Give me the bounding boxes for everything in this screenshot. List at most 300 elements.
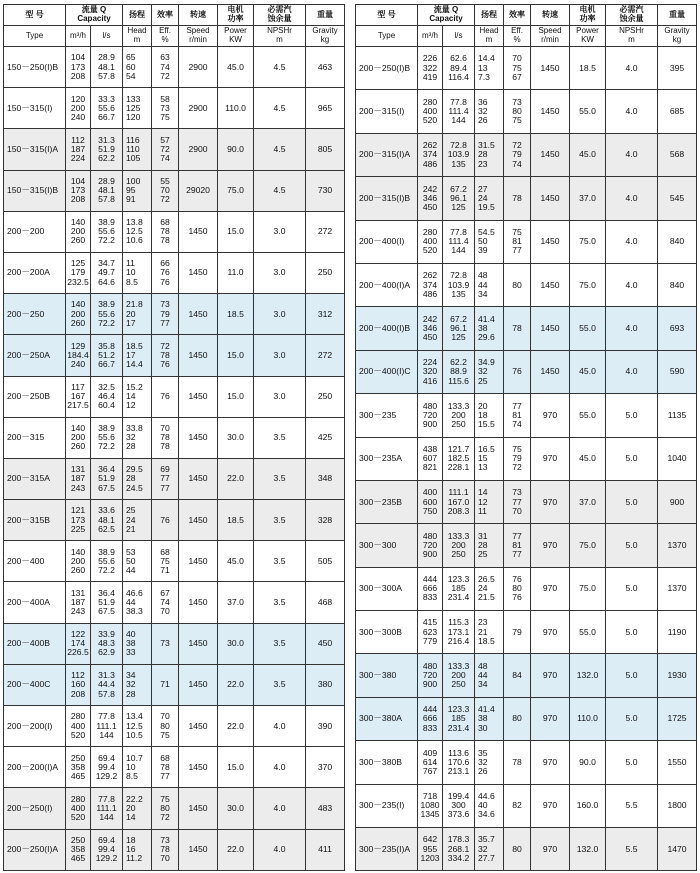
- cell-npsh: 5.0: [606, 394, 658, 437]
- cell-type: 200－250A: [4, 335, 66, 376]
- cell-npsh: 4.0: [606, 220, 658, 263]
- cell-head: 29.5 28 24.5: [123, 458, 152, 499]
- cell-eff: 73 80 75: [504, 90, 531, 133]
- cell-power: 132.0: [570, 828, 606, 871]
- cell-capacity-m3h: 415 623 779: [418, 611, 443, 654]
- cell-eff: 78: [504, 307, 531, 350]
- cell-gravity: 1550: [658, 741, 697, 784]
- cell-gravity: 312: [306, 294, 345, 335]
- cell-npsh: 5.5: [606, 828, 658, 871]
- cell-head: 11 10 8.5: [123, 252, 152, 293]
- cell-capacity-ls: 123.3 185 231.4: [443, 567, 475, 610]
- cell-type: 200－400(I)C: [356, 350, 418, 393]
- table-row: [4, 664, 345, 705]
- header-capacity: 流量 Q Capacity: [418, 5, 475, 26]
- cell-eff: 68 78 78: [152, 211, 179, 252]
- cell-capacity-m3h: 444 666 833: [418, 567, 443, 610]
- cell-capacity-ls: 133.3 200 250: [443, 394, 475, 437]
- cell-capacity-m3h: 140 200 260: [66, 294, 91, 335]
- cell-type: 300－235(I)A: [356, 828, 418, 871]
- cell-capacity-m3h: 224 320 416: [418, 350, 443, 393]
- cell-gravity: 380: [306, 664, 345, 705]
- cell-head: 15.2 14 12: [123, 376, 152, 417]
- cell-power: 37.0: [570, 480, 606, 523]
- cell-npsh: 3.0: [254, 211, 306, 252]
- cell-head: 65 60 54: [123, 47, 152, 88]
- cell-capacity-m3h: 140 200 260: [66, 541, 91, 582]
- table-row: [356, 177, 697, 220]
- header-cap-unit-ls: l/s: [443, 26, 475, 47]
- cell-eff: 73 77 70: [504, 480, 531, 523]
- cell-eff: 75 81 77: [504, 220, 531, 263]
- table-row: [4, 582, 345, 623]
- cell-head: 16.5 15 13: [475, 437, 504, 480]
- cell-capacity-m3h: 250 358 465: [66, 829, 91, 870]
- table-row: [356, 90, 697, 133]
- cell-head: 10.7 10 8.5: [123, 747, 152, 788]
- cell-power: 75.0: [570, 220, 606, 263]
- cell-head: 100 95 91: [123, 170, 152, 211]
- cell-type: 150－315(I)B: [4, 170, 66, 211]
- cell-type: 300－380A: [356, 697, 418, 740]
- cell-capacity-m3h: 280 400 520: [66, 788, 91, 829]
- cell-capacity-m3h: 242 346 450: [418, 307, 443, 350]
- table-row: [356, 524, 697, 567]
- cell-gravity: 1190: [658, 611, 697, 654]
- header-speed: 转速: [179, 5, 218, 26]
- cell-type: 200－400: [4, 541, 66, 582]
- cell-npsh: 4.0: [254, 788, 306, 829]
- cell-capacity-ls: 36.4 51.9 67.5: [91, 458, 123, 499]
- cell-npsh: 4.5: [254, 88, 306, 129]
- cell-speed: 970: [531, 394, 570, 437]
- table-row: [4, 335, 345, 376]
- cell-gravity: 425: [306, 417, 345, 458]
- cell-capacity-m3h: 120 200 240: [66, 88, 91, 129]
- cell-npsh: 3.5: [254, 541, 306, 582]
- cell-head: 44.6 40 34.6: [475, 784, 504, 827]
- cell-capacity-ls: 115.3 173.1 216.4: [443, 611, 475, 654]
- cell-capacity-ls: 111.1 167.0 208.3: [443, 480, 475, 523]
- cell-power: 75.0: [570, 567, 606, 610]
- cell-gravity: 1370: [658, 567, 697, 610]
- cell-gravity: 685: [658, 90, 697, 133]
- table-row: [4, 376, 345, 417]
- cell-type: 200－250(I)A: [4, 829, 66, 870]
- cell-capacity-m3h: 112 187 224: [66, 129, 91, 170]
- cell-head: 22.2 20 14: [123, 788, 152, 829]
- cell-npsh: 5.0: [606, 654, 658, 697]
- cell-eff: 76: [504, 350, 531, 393]
- table-row: [356, 263, 697, 306]
- cell-power: 30.0: [218, 623, 254, 664]
- cell-eff: 55 70 72: [152, 170, 179, 211]
- cell-eff: 58 73 75: [152, 88, 179, 129]
- cell-gravity: 463: [306, 47, 345, 88]
- table-row: [4, 788, 345, 829]
- cell-head: 54.5 50 39: [475, 220, 504, 263]
- cell-gravity: 390: [306, 706, 345, 747]
- cell-speed: 1450: [531, 307, 570, 350]
- table-row: [356, 654, 697, 697]
- cell-type: 300－380: [356, 654, 418, 697]
- table-row: [4, 47, 345, 88]
- cell-speed: 1450: [179, 706, 218, 747]
- cell-eff: 73 78 70: [152, 829, 179, 870]
- header-gravity-en: Gravity kg: [306, 26, 345, 47]
- cell-type: 200－400B: [4, 623, 66, 664]
- cell-eff: 68 75 71: [152, 541, 179, 582]
- cell-power: 110.0: [218, 88, 254, 129]
- cell-capacity-ls: 77.8 111.1 144: [91, 788, 123, 829]
- cell-type: 300－380B: [356, 741, 418, 784]
- cell-npsh: 4.0: [606, 350, 658, 393]
- cell-npsh: 3.0: [254, 252, 306, 293]
- cell-capacity-m3h: 112 160 208: [66, 664, 91, 705]
- cell-type: 300－235(I): [356, 784, 418, 827]
- cell-speed: 1450: [179, 788, 218, 829]
- header-npsh: 必需汽 蚀余量: [254, 5, 306, 26]
- cell-eff: 80: [504, 697, 531, 740]
- cell-capacity-ls: 178.3 268.1 334.2: [443, 828, 475, 871]
- cell-type: 200－200: [4, 211, 66, 252]
- cell-speed: 970: [531, 480, 570, 523]
- cell-power: 55.0: [570, 611, 606, 654]
- cell-capacity-ls: 28.9 48.1 57.8: [91, 47, 123, 88]
- cell-gravity: 505: [306, 541, 345, 582]
- cell-gravity: 272: [306, 335, 345, 376]
- header-type-en: Type: [356, 26, 418, 47]
- cell-npsh: 4.0: [606, 177, 658, 220]
- cell-capacity-m3h: 125 179 232.5: [66, 252, 91, 293]
- cell-head: 13.8 12.5 10.6: [123, 211, 152, 252]
- cell-head: 48 44 34: [475, 654, 504, 697]
- cell-speed: 1450: [531, 133, 570, 176]
- cell-speed: 1450: [179, 664, 218, 705]
- cell-gravity: 545: [658, 177, 697, 220]
- cell-npsh: 4.5: [254, 47, 306, 88]
- cell-speed: 970: [531, 437, 570, 480]
- cell-capacity-m3h: 480 720 900: [418, 654, 443, 697]
- header-cap-unit-m3h: m³/h: [418, 26, 443, 47]
- cell-capacity-ls: 35.8 51.2 66.7: [91, 335, 123, 376]
- table-row: [356, 437, 697, 480]
- cell-capacity-ls: 62.6 89.4 116.4: [443, 47, 475, 90]
- table-row: [356, 394, 697, 437]
- cell-capacity-ls: 34.7 49.7 64.6: [91, 252, 123, 293]
- cell-eff: 79: [504, 611, 531, 654]
- cell-speed: 1450: [531, 47, 570, 90]
- cell-capacity-ls: 67.2 96.1 125: [443, 177, 475, 220]
- cell-capacity-ls: 32.5 46.4 60.4: [91, 376, 123, 417]
- cell-type: 200－315: [4, 417, 66, 458]
- header-cap-unit-ls: l/s: [91, 26, 123, 47]
- cell-gravity: 1930: [658, 654, 697, 697]
- cell-capacity-ls: 36.4 51.9 67.5: [91, 582, 123, 623]
- cell-type: 150－315(I): [4, 88, 66, 129]
- cell-capacity-ls: 77.8 111.4 144: [443, 90, 475, 133]
- cell-capacity-m3h: 140 200 260: [66, 417, 91, 458]
- cell-power: 55.0: [570, 90, 606, 133]
- cell-capacity-m3h: 250 358 465: [66, 747, 91, 788]
- cell-head: 21.8 20 17: [123, 294, 152, 335]
- cell-head: 25 24 21: [123, 500, 152, 541]
- cell-npsh: 4.0: [606, 47, 658, 90]
- cell-capacity-ls: 38.9 55.6 72.2: [91, 541, 123, 582]
- cell-npsh: 5.0: [606, 611, 658, 654]
- cell-head: 33.8 32 28: [123, 417, 152, 458]
- cell-speed: 970: [531, 697, 570, 740]
- cell-npsh: 3.5: [254, 582, 306, 623]
- cell-type: 200－315(I)A: [356, 133, 418, 176]
- cell-eff: 68 78 77: [152, 747, 179, 788]
- cell-capacity-m3h: 129 184.4 240: [66, 335, 91, 376]
- cell-eff: 77 81 77: [504, 524, 531, 567]
- cell-gravity: 250: [306, 252, 345, 293]
- table-row: [4, 129, 345, 170]
- cell-capacity-ls: 199.4 300 373.6: [443, 784, 475, 827]
- cell-npsh: 4.5: [254, 170, 306, 211]
- cell-npsh: 4.0: [606, 307, 658, 350]
- cell-type: 200－400A: [4, 582, 66, 623]
- cell-power: 75.0: [570, 263, 606, 306]
- cell-speed: 1450: [179, 252, 218, 293]
- cell-capacity-ls: 123.3 185 231.4: [443, 697, 475, 740]
- cell-npsh: 4.0: [606, 133, 658, 176]
- cell-type: 200－315A: [4, 458, 66, 499]
- cell-capacity-m3h: 262 374 486: [418, 263, 443, 306]
- cell-eff: 69 77 77: [152, 458, 179, 499]
- header-head-en: Head m: [123, 26, 152, 47]
- cell-power: 75.0: [570, 524, 606, 567]
- cell-speed: 1450: [531, 90, 570, 133]
- cell-speed: 970: [531, 567, 570, 610]
- cell-speed: 2900: [179, 88, 218, 129]
- header-npsh-en: NPSHr m: [606, 26, 658, 47]
- header-head: 扬程: [475, 5, 504, 26]
- header-type-en: Type: [4, 26, 66, 47]
- cell-head: 18.5 17 14.4: [123, 335, 152, 376]
- cell-npsh: 4.0: [606, 263, 658, 306]
- cell-speed: 1450: [179, 623, 218, 664]
- cell-capacity-ls: 72.8 103.9 135: [443, 263, 475, 306]
- cell-capacity-m3h: 280 400 520: [418, 90, 443, 133]
- header-npsh-en: NPSHr m: [254, 26, 306, 47]
- cell-speed: 1450: [179, 211, 218, 252]
- cell-type: 150－315(I)A: [4, 129, 66, 170]
- cell-speed: 2900: [179, 47, 218, 88]
- cell-capacity-ls: 38.9 55.6 72.2: [91, 417, 123, 458]
- cell-capacity-ls: 77.8 111.1 144: [91, 706, 123, 747]
- cell-npsh: 5.0: [606, 741, 658, 784]
- cell-head: 20 18 15.5: [475, 394, 504, 437]
- table-row: [356, 697, 697, 740]
- cell-type: 200－200(I): [4, 706, 66, 747]
- cell-capacity-m3h: 480 720 900: [418, 524, 443, 567]
- header-power: 电机 功率: [218, 5, 254, 26]
- table-row: [4, 252, 345, 293]
- cell-head: 31.5 28 23: [475, 133, 504, 176]
- cell-speed: 1450: [531, 220, 570, 263]
- cell-gravity: 568: [658, 133, 697, 176]
- cell-power: 18.5: [570, 47, 606, 90]
- cell-head: 26.5 24 21.5: [475, 567, 504, 610]
- cell-gravity: 1370: [658, 524, 697, 567]
- header-gravity: 重量: [306, 5, 345, 26]
- cell-gravity: 483: [306, 788, 345, 829]
- table-row: [356, 784, 697, 827]
- cell-capacity-ls: 77.8 111.4 144: [443, 220, 475, 263]
- cell-npsh: 5.5: [606, 784, 658, 827]
- cell-power: 132.0: [570, 654, 606, 697]
- cell-eff: 75 80 72: [152, 788, 179, 829]
- cell-speed: 970: [531, 524, 570, 567]
- cell-eff: 72 78 76: [152, 335, 179, 376]
- cell-power: 55.0: [570, 307, 606, 350]
- cell-type: 300－300B: [356, 611, 418, 654]
- cell-speed: 1450: [179, 294, 218, 335]
- cell-npsh: 5.0: [606, 697, 658, 740]
- cell-npsh: 5.0: [606, 524, 658, 567]
- cell-power: 15.0: [218, 211, 254, 252]
- cell-eff: 71: [152, 664, 179, 705]
- pump-spec-table-right: [355, 4, 697, 871]
- cell-capacity-ls: 31.3 51.9 62.2: [91, 129, 123, 170]
- cell-eff: 82: [504, 784, 531, 827]
- cell-capacity-ls: 31.3 44.4 57.8: [91, 664, 123, 705]
- cell-npsh: 5.0: [606, 567, 658, 610]
- cell-head: 53 50 44: [123, 541, 152, 582]
- cell-speed: 1450: [179, 417, 218, 458]
- cell-gravity: 250: [306, 376, 345, 417]
- cell-type: 300－235A: [356, 437, 418, 480]
- cell-type: 150－250(I)B: [4, 47, 66, 88]
- cell-gravity: 900: [658, 480, 697, 523]
- cell-type: 200－400(I): [356, 220, 418, 263]
- cell-power: 160.0: [570, 784, 606, 827]
- cell-head: 116 110 105: [123, 129, 152, 170]
- table-row: [356, 350, 697, 393]
- header-eff-en: Eff. %: [504, 26, 531, 47]
- cell-npsh: 3.5: [254, 417, 306, 458]
- cell-speed: 1450: [179, 541, 218, 582]
- table-row: [356, 828, 697, 871]
- table-row: [4, 747, 345, 788]
- cell-type: 300－300A: [356, 567, 418, 610]
- cell-head: 14.4 13 7.3: [475, 47, 504, 90]
- cell-eff: 80: [504, 828, 531, 871]
- cell-speed: 1450: [531, 263, 570, 306]
- header-npsh: 必需汽 蚀余量: [606, 5, 658, 26]
- cell-power: 75.0: [218, 170, 254, 211]
- table-row: [4, 170, 345, 211]
- header-speed-en: Speed r/min: [179, 26, 218, 47]
- cell-head: 13.4 12.5 10.5: [123, 706, 152, 747]
- cell-type: 200－250(I)B: [356, 47, 418, 90]
- cell-power: 15.0: [218, 335, 254, 376]
- header-cap-unit-m3h: m³/h: [66, 26, 91, 47]
- cell-capacity-m3h: 262 374 486: [418, 133, 443, 176]
- header-power-en: Power KW: [570, 26, 606, 47]
- cell-gravity: 1040: [658, 437, 697, 480]
- cell-capacity-m3h: 104 173 208: [66, 170, 91, 211]
- cell-gravity: 1470: [658, 828, 697, 871]
- cell-eff: 63 74 72: [152, 47, 179, 88]
- cell-head: 27 24 19.5: [475, 177, 504, 220]
- cell-capacity-m3h: 140 200 260: [66, 211, 91, 252]
- header-head: 扬程: [123, 5, 152, 26]
- header-capacity: 流量 Q Capacity: [66, 5, 123, 26]
- cell-speed: 1450: [179, 829, 218, 870]
- cell-npsh: 4.0: [254, 829, 306, 870]
- cell-capacity-m3h: 409 614 767: [418, 741, 443, 784]
- cell-eff: 57 72 74: [152, 129, 179, 170]
- table-row: [4, 706, 345, 747]
- cell-eff: 78: [504, 177, 531, 220]
- cell-speed: 1450: [179, 747, 218, 788]
- header-type-cn: 型 号: [4, 5, 66, 26]
- cell-capacity-ls: 38.9 55.6 72.2: [91, 294, 123, 335]
- cell-type: 200－200A: [4, 252, 66, 293]
- cell-type: 200－250B: [4, 376, 66, 417]
- cell-gravity: 1135: [658, 394, 697, 437]
- cell-capacity-ls: 38.9 55.6 72.2: [91, 211, 123, 252]
- header-power: 电机 功率: [570, 5, 606, 26]
- header-eff-en: Eff. %: [152, 26, 179, 47]
- header-gravity: 重量: [658, 5, 697, 26]
- cell-power: 18.5: [218, 294, 254, 335]
- header-eff: 效率: [504, 5, 531, 26]
- cell-npsh: 3.5: [254, 623, 306, 664]
- cell-capacity-ls: 121.7 182.5 228.1: [443, 437, 475, 480]
- cell-head: 18 16 11.2: [123, 829, 152, 870]
- cell-capacity-m3h: 642 955 1203: [418, 828, 443, 871]
- cell-type: 200－250(I): [4, 788, 66, 829]
- table-row: [356, 220, 697, 263]
- table-row: [4, 294, 345, 335]
- cell-head: 48 44 34: [475, 263, 504, 306]
- cell-speed: 1450: [179, 500, 218, 541]
- cell-eff: 84: [504, 654, 531, 697]
- cell-capacity-m3h: 718 1080 1345: [418, 784, 443, 827]
- cell-speed: 2900: [179, 129, 218, 170]
- cell-type: 300－300: [356, 524, 418, 567]
- header-eff: 效率: [152, 5, 179, 26]
- header-gravity-en: Gravity kg: [658, 26, 697, 47]
- cell-power: 18.5: [218, 500, 254, 541]
- cell-head: 41.4 38 30: [475, 697, 504, 740]
- cell-speed: 1450: [179, 376, 218, 417]
- table-row: [356, 611, 697, 654]
- cell-eff: 70 80 75: [152, 706, 179, 747]
- cell-capacity-ls: 33.9 48.3 62.9: [91, 623, 123, 664]
- cell-type: 300－235: [356, 394, 418, 437]
- cell-power: 22.0: [218, 829, 254, 870]
- cell-speed: 970: [531, 654, 570, 697]
- cell-head: 35 32 26: [475, 741, 504, 784]
- cell-power: 110.0: [570, 697, 606, 740]
- cell-capacity-m3h: 131 187 243: [66, 458, 91, 499]
- cell-eff: 66 76 76: [152, 252, 179, 293]
- cell-capacity-m3h: 131 187 243: [66, 582, 91, 623]
- cell-capacity-ls: 62.2 88.9 115.6: [443, 350, 475, 393]
- cell-power: 45.0: [570, 350, 606, 393]
- cell-eff: 75 79 72: [504, 437, 531, 480]
- cell-speed: 1450: [179, 335, 218, 376]
- header-speed-en: Speed r/min: [531, 26, 570, 47]
- cell-power: 90.0: [570, 741, 606, 784]
- cell-type: 200－400(I)B: [356, 307, 418, 350]
